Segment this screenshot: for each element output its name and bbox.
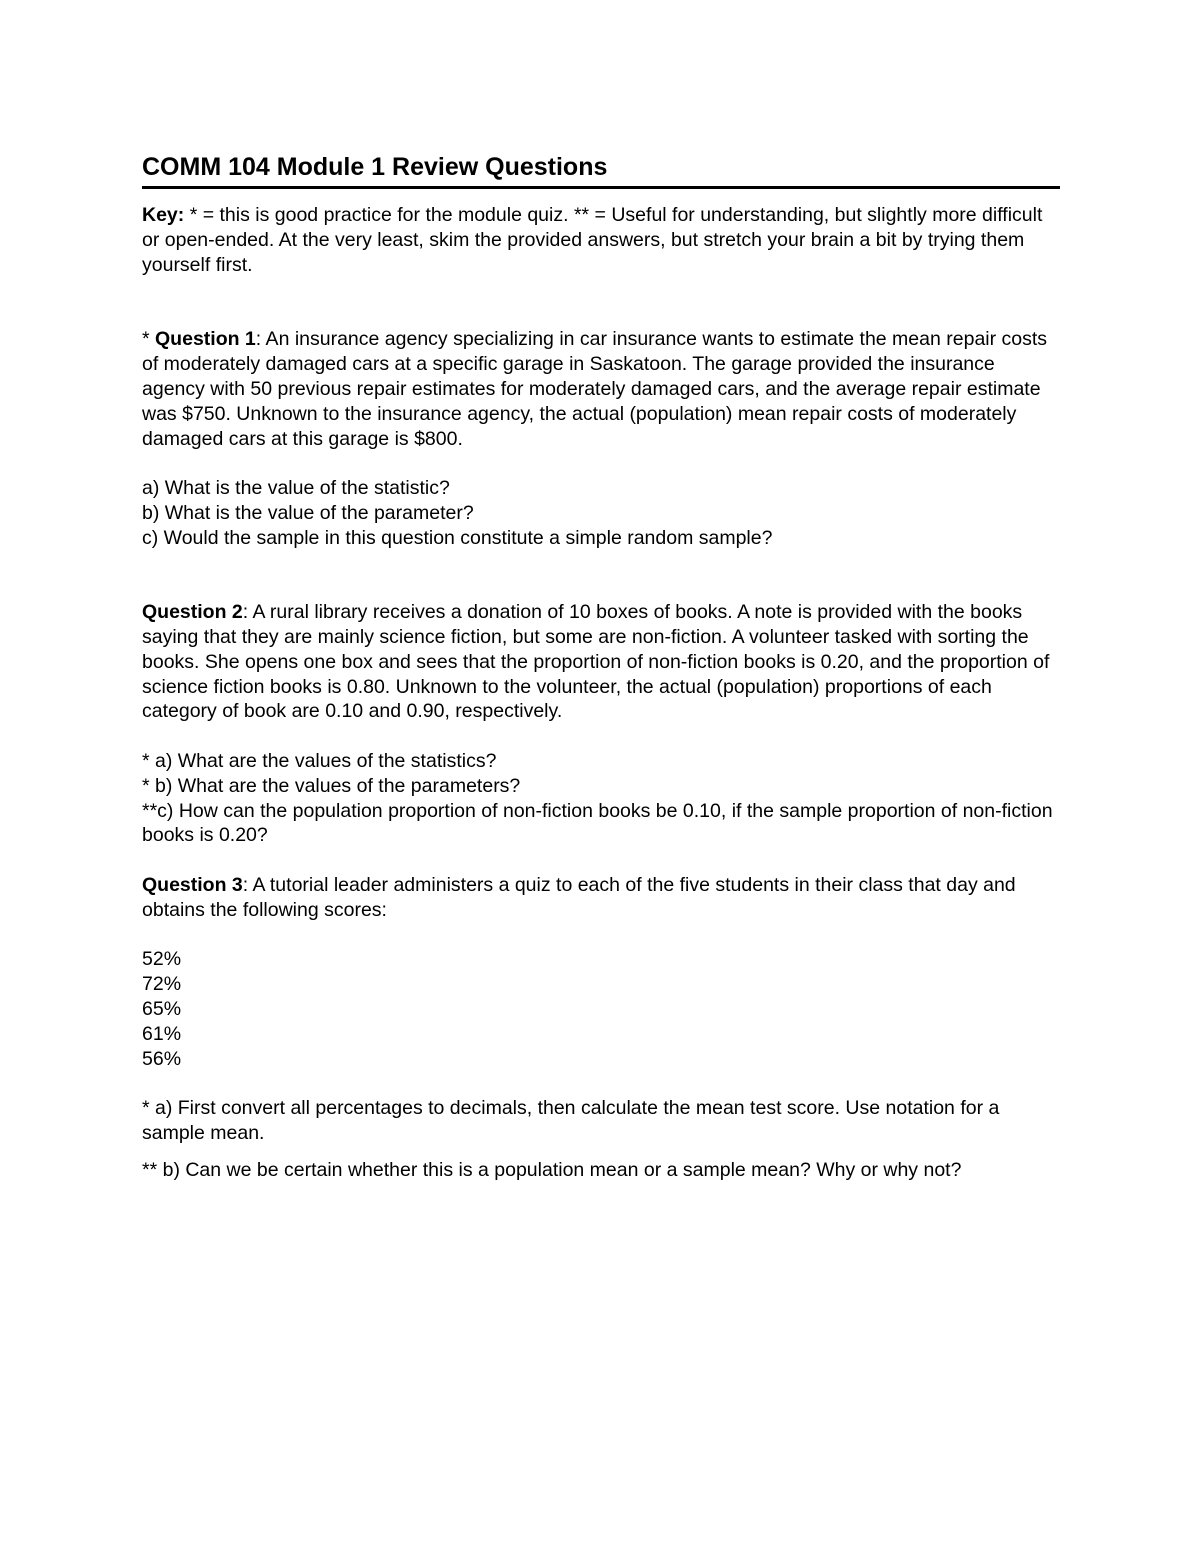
key-paragraph — [142, 203, 1060, 277]
document-page — [142, 150, 1060, 1182]
score-item: 61% — [142, 1022, 182, 1045]
question-3-label: Question 3 — [142, 873, 243, 896]
score-item: 52% — [142, 948, 182, 971]
score-item: 65% — [142, 997, 182, 1020]
key-text: * = this is good practice for the module quiz. ** = Useful for understanding, but slightly more difficult or open-ended. At the very least, skim the provided answers, but stretch your brain a bit by trying them yourself first. — [142, 204, 1043, 276]
question-1-part-a: a) What is the value of the statistic? — [142, 477, 450, 500]
question-1-part-b: b) What is the value of the parameter? — [142, 501, 474, 524]
question-2-label: Question 2 — [142, 601, 243, 624]
question-2-paragraph — [142, 600, 1060, 724]
key-label: Key: — [142, 204, 185, 226]
score-list — [142, 947, 1060, 1071]
question-2-text: : A rural library receives a donation of 10 boxes of books. A note is provided with the books saying that they are mainly science fiction, but some are non-fiction. A volunteer tasked with sorting the books. She opens one box and sees that the proportion of non-fiction books is 0.20, and the proportion of science fiction books is 0.80. Unknown to the volunteer, the actual (population) proportions of each category of book are 0.10 and 0.90, respectively. — [142, 601, 1050, 723]
question-2-part-a: * a) What are the values of the statistics? — [142, 749, 497, 772]
page-title: COMM 104 Module 1 Review Questions — [142, 150, 1060, 189]
score-item: 72% — [142, 973, 182, 996]
question-2-parts — [142, 749, 1060, 848]
question-1-part-c: c) Would the sample in this question constitute a simple random sample? — [142, 526, 773, 549]
question-1-star: * — [142, 328, 156, 351]
question-1-text: : An insurance agency specializing in car insurance wants to estimate the mean repair costs of moderately damaged cars at a specific garage in Saskatoon. The garage provided the insurance agency with 50 previous repair estimates for moderately damaged cars, and the average repair estimate was $750. Unknown to the insurance agency, the actual (population) mean repair costs of moderately damaged cars at this garage is $800. — [142, 328, 1048, 450]
question-3-paragraph — [142, 873, 1060, 923]
question-3-part-a: * a) First convert all percentages to decimals, then calculate the mean test score. Use notation for a sample mean. — [142, 1097, 1000, 1144]
question-1-paragraph — [142, 327, 1060, 451]
score-item: 56% — [142, 1047, 182, 1070]
question-2-part-c: **c) How can the population proportion of non-fiction books be 0.10, if the sample proportion of non-fiction books is 0.20? — [142, 799, 1053, 847]
question-3-part-b: ** b) Can we be certain whether this is a population mean or a sample mean? Why or why not? — [142, 1158, 962, 1181]
question-2-part-b: * b) What are the values of the parameters? — [142, 774, 521, 797]
question-3-text: : A tutorial leader administers a quiz to each of the five students in their class that day and obtains the following scores: — [142, 873, 1016, 921]
question-1-label: Question 1 — [155, 328, 256, 351]
question-1-parts — [142, 476, 1060, 550]
